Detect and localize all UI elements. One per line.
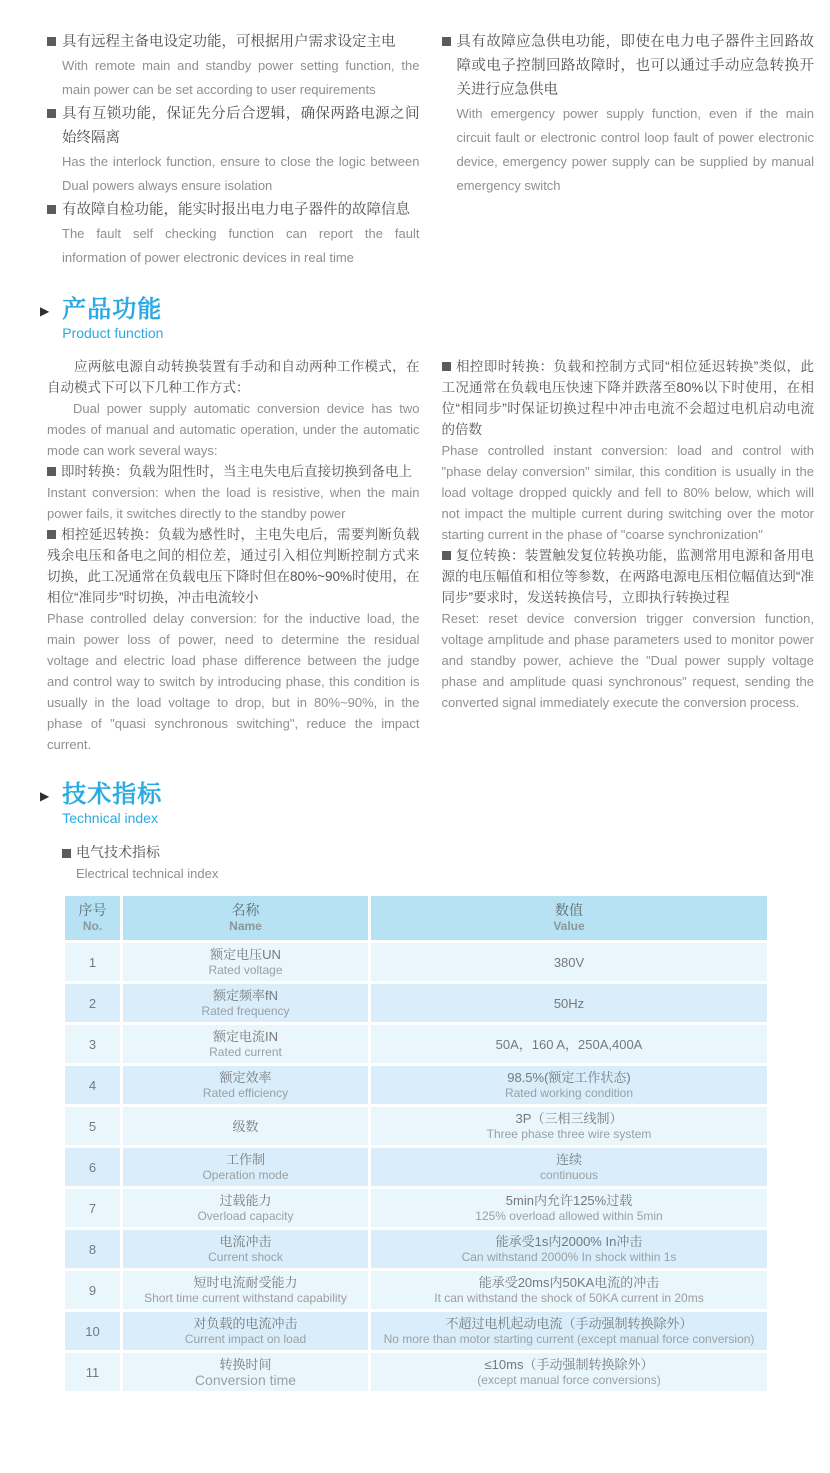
table-header-row (65, 896, 767, 940)
cell-value (371, 943, 767, 981)
name-en: Current shock (208, 1250, 283, 1264)
header-value-zh: 数值 (555, 902, 583, 918)
electrical-spec-table (62, 893, 770, 1394)
square-bullet-icon (47, 205, 56, 214)
value-zh: ≤10ms（手动强制转换除外） (484, 1357, 654, 1372)
cell-name (123, 1025, 368, 1063)
cell-no (65, 943, 120, 981)
feature-en: With remote main and standby power setting function, the main power can be set according to user requirements (62, 58, 420, 97)
header-no-zh: 序号 (78, 902, 107, 918)
table-body (65, 943, 767, 1391)
cell-no (65, 1271, 120, 1309)
section-titles (62, 781, 162, 827)
value-zh: 50Hz (553, 995, 585, 1011)
cell-value (371, 984, 767, 1022)
section-titles (62, 296, 163, 342)
section-title-zh: 技术指标 (62, 781, 163, 808)
cell-no (65, 1025, 120, 1063)
name-en: Current impact on load (184, 1332, 307, 1346)
value-zh: 3P（三相三线制） (515, 1111, 623, 1126)
row-number: 5 (88, 1118, 97, 1134)
cell-no (65, 1148, 120, 1186)
cell-no (65, 1230, 120, 1268)
name-zh: 工作制 (225, 1152, 265, 1167)
subsection-en: Electrical technical index (76, 866, 219, 881)
name-en: Overload capacity (197, 1209, 294, 1223)
row-number: 3 (88, 1036, 97, 1052)
cell-value (371, 1148, 767, 1186)
cell-name (123, 984, 368, 1022)
cell-value (371, 1107, 767, 1145)
header-name-zh: 名称 (231, 902, 260, 918)
bullet-paragraph-zh (47, 461, 420, 482)
feature-item (47, 198, 420, 270)
name-zh: 短时电流耐受能力 (193, 1275, 298, 1290)
feature-list (0, 0, 830, 270)
feature-item (47, 30, 420, 102)
paragraph-en: Phase controlled delay conversion: for the inductive load, the main power loss of power, need to determine the residual voltage and electric load phase difference between the judge and control way to switch by introducing phase, this condition is usually in the load voltage to drop, but in 80%~90%, in the phase of "quasi synchronous switching", reduce the impact current. (47, 611, 420, 752)
value-en: It can withstand the shock of 50KA current in 20ms (434, 1291, 704, 1305)
name-en: Operation mode (202, 1168, 289, 1182)
table-row (65, 1353, 767, 1391)
electrical-subsection-heading (62, 841, 830, 885)
value-en: No more than motor starting current (except manual force conversion) (383, 1332, 755, 1346)
cell-name (123, 1066, 368, 1104)
header-cell-value (371, 896, 767, 940)
name-zh: 额定电压UN (210, 947, 281, 962)
feature-item (47, 102, 420, 198)
name-zh: 额定频率fN (212, 988, 278, 1003)
cell-no (65, 1107, 120, 1145)
header-cell-no (65, 896, 120, 940)
row-number: 6 (88, 1159, 97, 1175)
name-en: Short time current withstand capability (144, 1291, 347, 1305)
section-header-technical-index (40, 781, 830, 827)
square-bullet-icon (47, 37, 56, 46)
row-number: 11 (85, 1364, 100, 1380)
bullet-paragraph-zh (442, 356, 815, 440)
paragraph-zh: 应两舷电源自动转换装置有手动和自动两种工作模式，在自动模式下可以下几种工作方式： (47, 359, 420, 395)
row-number: 7 (88, 1200, 97, 1216)
product-function-body (0, 342, 830, 755)
cell-value (371, 1230, 767, 1268)
name-en: Rated voltage (208, 963, 283, 977)
name-zh: 过载能力 (219, 1193, 272, 1208)
paragraph-text: 即时转换：负载为阻性时，当主电失电后直接切换到备电上 (61, 464, 412, 479)
cell-value (371, 1353, 767, 1391)
paragraph-en: Phase controlled instant conversion: load and control with "phase delay conversion" similar, this condition is usually in the load voltage dropped quickly and fell to 80% below, which will not impact the multiple current during switching over the motor starting current in the phase of "coarse synchronization" (441, 443, 814, 542)
value-zh: 能承受1s内2000% In冲击 (495, 1234, 643, 1249)
value-en: Rated working condition (504, 1086, 634, 1100)
value-zh: 98.5%(额定工作状态) (507, 1070, 631, 1085)
cell-no (65, 1189, 120, 1227)
cell-value (371, 1271, 767, 1309)
square-bullet-icon (47, 109, 56, 118)
cell-name (123, 1353, 368, 1391)
table-row (65, 984, 767, 1022)
triangle-right-icon: ▶ (40, 789, 50, 803)
header-name-en: Name (229, 919, 262, 933)
value-zh: 能承受20ms内50KA电流的冲击 (478, 1275, 660, 1290)
row-number: 8 (88, 1241, 97, 1257)
row-number: 4 (88, 1077, 97, 1093)
paragraph-en: Reset: reset device conversion trigger conversion function, voltage amplitude and phase parameters used to monitor power and standby power, achieve the "Dual power supply voltage phase and amplitude quasi synchronous" request, sending the converted signal immediately execute the conversion process. (441, 611, 814, 710)
product-function-left-column (47, 356, 420, 755)
cell-name (123, 1107, 368, 1145)
table-row (65, 1025, 767, 1063)
table-row (65, 1148, 767, 1186)
subsection-zh (62, 841, 830, 863)
feature-en: With emergency power supply function, even if the main circuit fault or electronic control loop fault of power electronic device, emergency power supply can be supplied by manual emergency switch (456, 106, 814, 193)
cell-name (123, 1189, 368, 1227)
subsection-zh-text: 电气技术指标 (76, 844, 160, 860)
value-en: (except manual force conversions) (477, 1373, 661, 1387)
value-zh: 不超过电机起动电流（手动强制转换除外） (445, 1316, 693, 1331)
square-bullet-icon (47, 530, 56, 539)
square-bullet-icon (47, 467, 56, 476)
table-row (65, 1230, 767, 1268)
cell-value (371, 1189, 767, 1227)
cell-no (65, 1066, 120, 1104)
paragraph-text: 复位转换：装置触发复位转换功能，监测常用电源和备用电源的电压幅值和相位等参数，在两路电源电压相位幅值达到“准同步”要求时，发送转换信号，立即执行转换过程 (441, 548, 814, 605)
bullet-paragraph-zh (442, 545, 815, 608)
name-en: Rated current (209, 1045, 282, 1059)
cell-name (123, 1312, 368, 1350)
name-zh: 转换时间 (219, 1357, 272, 1372)
cell-no (65, 984, 120, 1022)
cell-name (123, 1230, 368, 1268)
cell-name (123, 1271, 368, 1309)
name-zh: 级数 (232, 1118, 259, 1134)
feature-en: The fault self checking function can report the fault information of power electronic devices in real time (62, 226, 420, 265)
feature-item (442, 30, 815, 198)
row-number: 2 (88, 995, 97, 1011)
triangle-right-icon: ▶ (40, 304, 50, 318)
row-number: 1 (88, 954, 97, 970)
name-zh: 电流冲击 (219, 1234, 272, 1249)
feature-en: Has the interlock function, ensure to close the logic between Dual powers always ensure isolation (62, 154, 420, 193)
paragraph-text: 相控即时转换：负载和控制方式同“相位延迟转换”类似，此工况通常在负载电压快速下降并跌落至80%以下时使用，在相位“相同步”时保证切换过程中冲击电流不会超过电机启动电流的倍数 (441, 359, 814, 437)
feature-zh: 具有故障应急供电功能，即使在电力电子器件主回路故障或电子控制回路故障时，也可以通过手动应急转换开关进行应急供电 (456, 34, 814, 98)
header-value-en: Value (553, 919, 585, 933)
table-row (65, 1107, 767, 1145)
section-title-en: Technical index (62, 810, 158, 826)
section-title-en: Product function (62, 325, 164, 341)
name-en: Conversion time (194, 1372, 297, 1388)
name-zh: 额定效率 (219, 1070, 272, 1085)
cell-name (123, 1148, 368, 1186)
table-row (65, 1271, 767, 1309)
row-number: 9 (88, 1282, 97, 1298)
feature-list-right-column (442, 30, 815, 270)
name-en: Rated efficiency (202, 1086, 289, 1100)
value-zh: 50A，160 A，250A,400A (495, 1036, 643, 1052)
square-bullet-icon (442, 362, 451, 371)
paragraph-en: Instant conversion: when the load is resistive, when the main power fails, it switches directly to the standby power (47, 485, 420, 521)
section-title-zh: 产品功能 (62, 296, 163, 323)
value-zh: 连续 (555, 1152, 582, 1167)
cell-value (371, 1025, 767, 1063)
feature-zh: 具有远程主备电设定功能，可根据用户需求设定主电 (62, 34, 396, 50)
name-zh: 额定电流IN (212, 1029, 278, 1044)
name-zh: 对负载的电流冲击 (193, 1316, 298, 1331)
value-zh: 380V (553, 954, 585, 970)
paragraph-text: 相控延迟转换：负载为感性时，主电失电后，需要判断负载残余电压和备电之间的相位差，通过引入相位判断控制方式来切换，此工况通常在负载电压下降时但在80%~90%时使用，在相位“准同步”时切换，冲击电流较小 (47, 527, 420, 605)
row-number: 10 (85, 1323, 100, 1339)
cell-no (65, 1312, 120, 1350)
square-bullet-icon (442, 551, 451, 560)
section-header-product-function (40, 296, 830, 342)
value-zh: 5min内允许125%过载 (505, 1193, 633, 1208)
paragraph-en: Dual power supply automatic conversion device has two modes of manual and automatic operation, under the automatic mode can work several ways: (47, 401, 420, 458)
table-row (65, 1189, 767, 1227)
square-bullet-icon (62, 849, 71, 858)
header-cell-name (123, 896, 368, 940)
feature-list-left-column (47, 30, 420, 270)
cell-no (65, 1353, 120, 1391)
bullet-paragraph-zh (47, 524, 420, 608)
feature-zh: 具有互锁功能，保证先分后合逻辑，确保两路电源之间始终隔离 (62, 106, 420, 146)
feature-zh: 有故障自检功能，能实时报出电力电子器件的故障信息 (62, 202, 410, 218)
table-row (65, 1066, 767, 1104)
value-en: 125% overload allowed within 5min (475, 1209, 663, 1223)
value-en: continuous (539, 1168, 599, 1182)
cell-value (371, 1312, 767, 1350)
value-en: Three phase three wire system (486, 1127, 652, 1141)
cell-name (123, 943, 368, 981)
name-en: Rated frequency (201, 1004, 290, 1018)
square-bullet-icon (442, 37, 451, 46)
product-function-right-column (442, 356, 815, 755)
header-no-en: No. (82, 919, 103, 933)
table-row (65, 943, 767, 981)
table-header (65, 896, 767, 940)
value-en: Can withstand 2000% In shock within 1s (461, 1250, 677, 1264)
table-row (65, 1312, 767, 1350)
cell-value (371, 1066, 767, 1104)
